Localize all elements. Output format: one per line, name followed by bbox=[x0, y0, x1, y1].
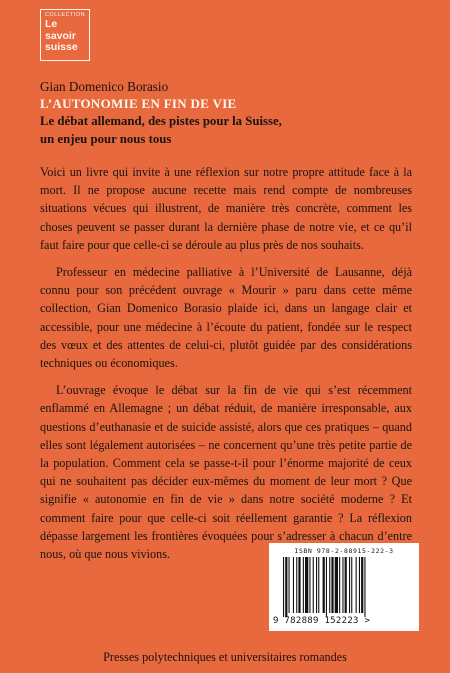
author-name: Gian Domenico Borasio bbox=[40, 79, 169, 94]
barcode-bar bbox=[351, 557, 352, 613]
barcode-bar bbox=[298, 557, 300, 613]
blurb-paragraph-1: Voici un livre qui invite à une réflexion sur notre propre attitude face à la mort. Il ne propose aucune recette mais rend compte de nombreuses situations vécues qui illustrent, de manière très concrète, comment les choses peuvent se passer durant la dernière phase de notre vie, et ce qu’il faut faire pour que celle-ci se déroule au plus près de nos souhaits. bbox=[40, 165, 412, 252]
barcode-bar bbox=[342, 557, 343, 613]
barcode-bar bbox=[318, 557, 319, 613]
barcode-digits: 9 782889 152223 > bbox=[273, 616, 371, 626]
barcode-bar bbox=[345, 557, 347, 613]
blurb-paragraph-2: Professeur en médecine palliative à l’Université de Lausanne, déjà connu pour son précédent ouvrage « Mourir » paru dans cette même collection, Gian Domenico Borasio plaide ici, dans un langage clair et accessible, pour une médecine à l’écoute du patient, fondée sur le respect des vœux et des attentes de celui-ci, plutôt guidée par des considérations techniques ou économiques. bbox=[40, 265, 412, 371]
barcode-bar bbox=[356, 557, 357, 613]
isbn-label: ISBN 978-2-88915-222-3 bbox=[294, 547, 394, 555]
barcode-block bbox=[269, 543, 419, 631]
barcode-bar bbox=[289, 557, 290, 613]
publisher-name: Presses polytechniques et universitaires romandes bbox=[103, 650, 347, 664]
barcode-bar bbox=[305, 557, 308, 613]
barcode-bar bbox=[339, 557, 340, 613]
logo-line-3: suisse bbox=[45, 41, 78, 53]
subtitle-line-1: Le débat allemand, des pistes pour la Suisse, bbox=[40, 114, 282, 128]
barcode-bar bbox=[331, 557, 333, 613]
logo-collection-label: COLLECTION bbox=[45, 12, 86, 18]
collection-logo bbox=[40, 9, 90, 61]
barcode-bar bbox=[361, 557, 363, 613]
barcode-bar bbox=[285, 557, 287, 617]
barcode-bar bbox=[296, 557, 297, 613]
barcode-bar bbox=[313, 557, 314, 613]
barcode-bar bbox=[349, 557, 350, 613]
blurb-paragraph-3: L’ouvrage évoque le débat sur la fin de vie qui s’est récemment enflammé en Allemagne ; un débat réduit, de manière irresponsable, aux questions d’euthanasie et de suicide assisté, alors que ces pratiques – quand elles sont légalement autorisées – ne concernent qu’une très petite partie de la population. Comment cela se passe-t-il pour l’énorme majorité de ceux qui ne souhaitent pas décider eux-mêmes du moment de leur mort ? Que signifie « autonomie en fin de vie » dans notre société moderne ? Et comment faire pour que celle-ci soit réellement garantie ? La réflexion dépasse largement les frontières évoquées pour s’adresser à chacun d’entre nous, où que nous vivions. bbox=[40, 383, 412, 562]
barcode-bar bbox=[309, 557, 310, 613]
barcode-bar bbox=[316, 557, 317, 613]
book-title: L’AUTONOMIE EN FIN DE VIE bbox=[40, 96, 237, 111]
barcode-bar bbox=[335, 557, 338, 613]
barcode-bar bbox=[283, 557, 284, 617]
barcode-bar bbox=[326, 557, 327, 617]
barcode-bar bbox=[323, 557, 325, 613]
book-header bbox=[40, 79, 430, 148]
subtitle-line-2: un enjeu pour nous tous bbox=[40, 132, 172, 146]
barcode-bar bbox=[329, 557, 330, 613]
barcode-bar bbox=[364, 557, 365, 617]
barcode-bar bbox=[359, 557, 360, 613]
blurb-text bbox=[40, 163, 412, 572]
logo-line-2: savoir bbox=[45, 29, 76, 42]
logo-line-1: Le bbox=[45, 18, 58, 30]
barcode-bar bbox=[303, 557, 304, 613]
barcode-bar bbox=[293, 557, 294, 613]
barcode-icon bbox=[283, 557, 407, 617]
